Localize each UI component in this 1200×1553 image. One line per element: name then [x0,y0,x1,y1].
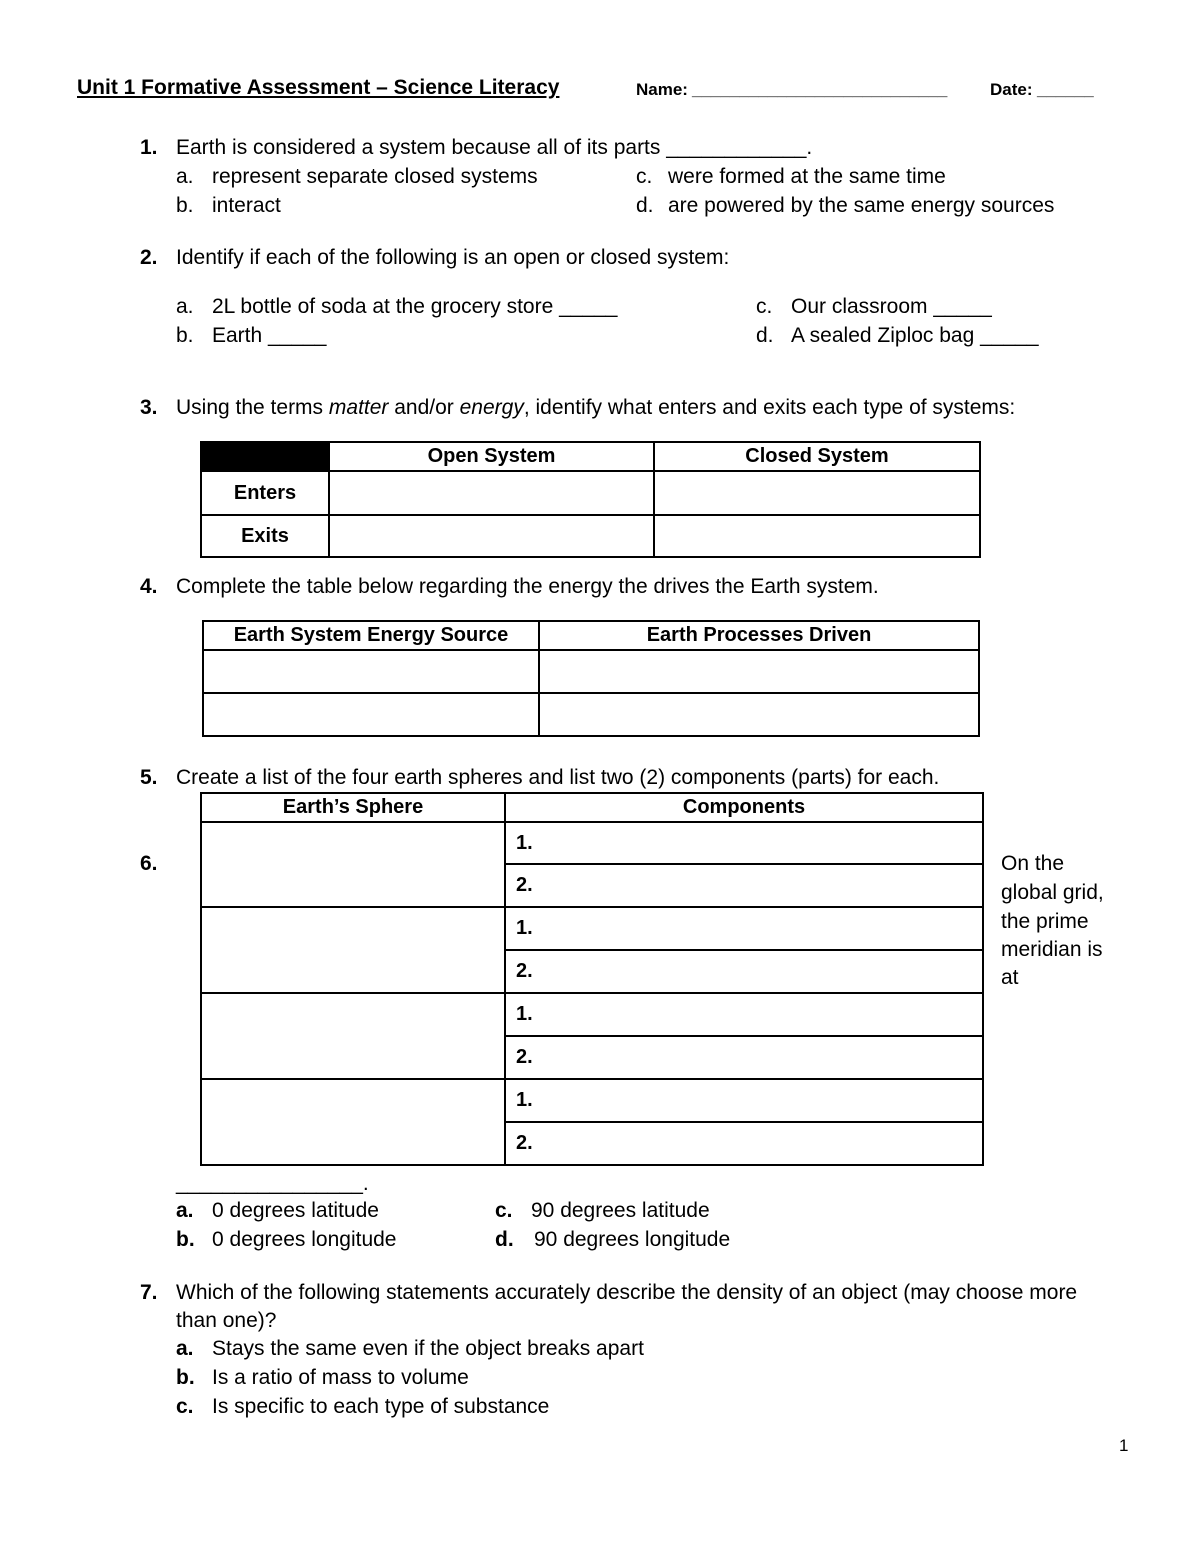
q7-choice-a[interactable]: Stays the same even if the object breaks apart [212,1337,644,1360]
date-field-line[interactable]: ______ [1037,80,1094,99]
answer-cell[interactable] [329,515,654,557]
answer-blank[interactable]: ________________. [176,1172,369,1195]
choice-letter: a. [176,165,194,188]
question-number: 7. [140,1281,158,1304]
table-corner-cell [201,442,329,471]
date-label: Date: [990,80,1033,99]
q6-choice-c[interactable]: 90 degrees latitude [531,1199,710,1222]
row-label-enters: Enters [201,471,329,515]
spheres-table [200,792,984,1166]
q2-item-b[interactable]: Earth _____ [212,324,327,347]
question-2-text: Identify if each of the following is an open or closed system: [176,246,730,269]
energy-table [202,620,980,737]
question-number: 4. [140,575,158,598]
q6-choice-d[interactable]: 90 degrees longitude [534,1228,731,1251]
q2-item-d[interactable]: A sealed Ziploc bag _____ [791,324,1039,347]
column-header: Earth System Energy Source [203,621,539,650]
q1-choice-a[interactable]: represent separate closed systems [212,165,538,188]
question-5-text: Create a list of the four earth spheres and list two (2) components (parts) for each. [176,766,940,789]
question-3-text: Using the terms matter and/or energy, identify what enters and exits each type of systems: [176,396,1016,419]
sphere-answer-cell[interactable] [201,907,505,993]
question-number: 6. [140,852,158,875]
q6-choice-a[interactable]: 0 degrees latitude [212,1199,379,1222]
system-table [200,441,981,558]
answer-cell[interactable] [539,693,979,736]
question-4-text: Complete the table below regarding the energy the drives the Earth system. [176,575,879,598]
choice-letter: c. [495,1199,513,1222]
answer-cell[interactable] [203,650,539,693]
component-cell[interactable]: 1. [505,1079,983,1122]
term-matter: matter [328,396,389,419]
question-1-text: Earth is considered a system because all of its parts ____________. [176,136,813,159]
name-label: Name: [636,80,688,99]
choice-letter: b. [176,1228,195,1251]
choice-letter: d. [756,324,774,347]
question-7-text: Which of the following statements accurately describe the density of an object (may choose more [176,1281,1078,1304]
choice-letter: b. [176,194,194,217]
component-cell[interactable]: 2. [505,864,983,907]
column-header: Earth Processes Driven [539,621,979,650]
row-label-exits: Exits [201,515,329,557]
q1-choice-d[interactable]: are powered by the same energy sources [668,194,1055,217]
component-cell[interactable]: 2. [505,1122,983,1165]
question-6-text-line: the prime [1001,910,1089,933]
answer-cell[interactable] [654,515,980,557]
name-field-line[interactable]: ___________________________ [692,80,948,99]
choice-letter: a. [176,295,194,318]
question-number: 2. [140,246,158,269]
page-number: 1 [1119,1436,1129,1455]
sphere-answer-cell[interactable] [201,1079,505,1165]
answer-cell[interactable] [203,693,539,736]
q7-choice-b[interactable]: Is a ratio of mass to volume [212,1366,469,1389]
column-header: Earth’s Sphere [201,793,505,822]
choice-letter: d. [495,1228,514,1251]
q2-item-c[interactable]: Our classroom _____ [791,295,992,318]
choice-letter: c. [636,165,653,188]
question-7-text: than one)? [176,1309,277,1332]
answer-cell[interactable] [539,650,979,693]
component-cell[interactable]: 1. [505,822,983,864]
component-cell[interactable]: 2. [505,950,983,993]
choice-letter: c. [176,1395,194,1418]
choice-letter: b. [176,324,194,347]
q6-choice-b[interactable]: 0 degrees longitude [212,1228,397,1251]
component-cell[interactable]: 1. [505,907,983,950]
question-6-text-line: at [1001,966,1019,989]
question-6-text-line: meridian is [1001,938,1103,961]
term-energy: energy [459,396,524,419]
column-header: Open System [329,442,654,471]
component-cell[interactable]: 1. [505,993,983,1036]
choice-letter: a. [176,1337,194,1360]
q7-choice-c[interactable]: Is specific to each type of substance [212,1395,550,1418]
answer-cell[interactable] [654,471,980,515]
q2-item-a[interactable]: 2L bottle of soda at the grocery store _____ [212,295,618,318]
q1-choice-b[interactable]: interact [212,194,281,217]
question-number: 3. [140,396,158,419]
q1-choice-c[interactable]: were formed at the same time [668,165,946,188]
choice-letter: c. [756,295,773,318]
choice-letter: a. [176,1199,194,1222]
component-cell[interactable]: 2. [505,1036,983,1079]
sphere-answer-cell[interactable] [201,822,505,907]
question-number: 5. [140,766,158,789]
choice-letter: b. [176,1366,195,1389]
sphere-answer-cell[interactable] [201,993,505,1079]
answer-cell[interactable] [329,471,654,515]
choice-letter: d. [636,194,654,217]
column-header: Closed System [654,442,980,471]
page-title: Unit 1 Formative Assessment – Science Literacy [77,76,560,99]
column-header: Components [505,793,983,822]
question-6-text-line: On the [1001,852,1065,875]
question-number: 1. [140,136,158,159]
question-6-text-line: global grid, [1001,881,1104,904]
